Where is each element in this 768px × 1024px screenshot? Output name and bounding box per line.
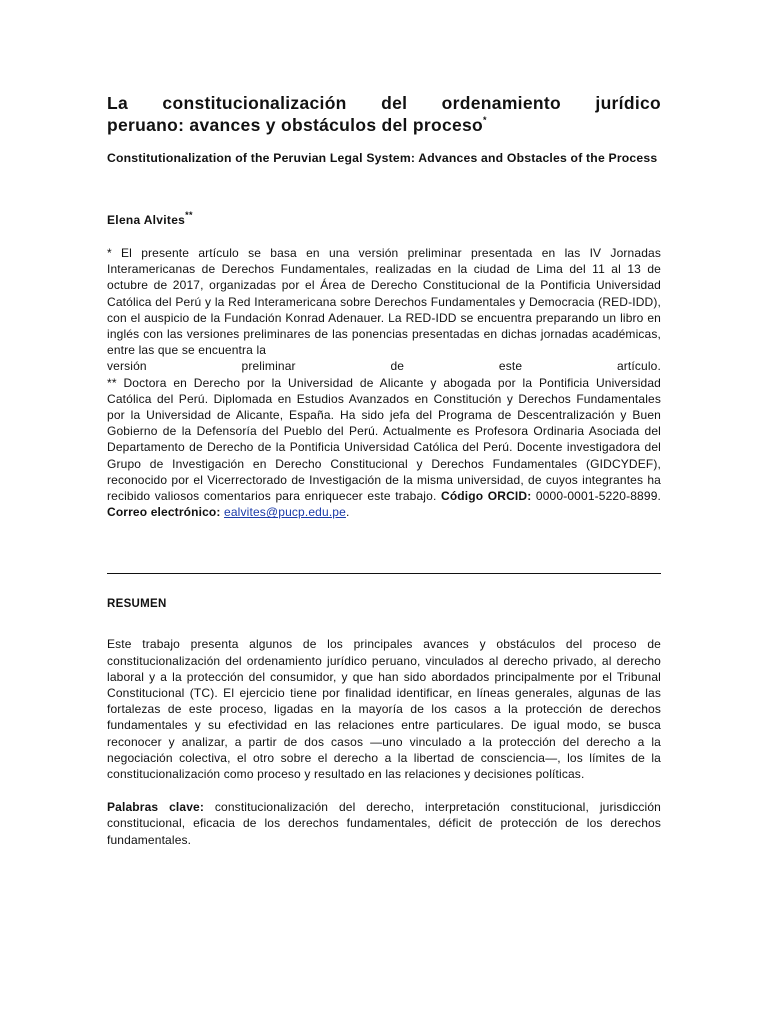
keywords: [107, 799, 661, 848]
keywords-text: constitucionalización del derecho, interpretación constitucional, jurisdicción constitucional, eficacia de los derechos fundamentales, déficit de protección de los derechos fundamentales.: [107, 800, 661, 847]
paper-title: [107, 92, 661, 136]
footnotes: [107, 245, 661, 520]
paper-content: [107, 92, 661, 848]
email-label: Correo electrónico:: [107, 505, 221, 520]
author-line: [107, 210, 661, 228]
footnote-2-text: ** Doctora en Derecho por la Universidad de Alicante y abogada por la Pontificia Universidad Católica del Perú. Diplomada en Estudios Avanzados en Constitución y Derechos Fundamentales por la Universidad de Alicante, España. Ha sido jefa del Programa de Descentralización y Buen Gobierno de la Defensoría del Pueblo del Perú. Actualmente es Profesora Ordinaria Asociada del Departamento de Derecho de la Pontificia Universidad Católica del Perú. Docente investigadora del Grupo de Investigación en Derecho Constitucional y Derechos Fundamentales (GIDCYDEF), reconocido por el Vicerrectorado de Investigación de la misma universidad, de cuyos integrantes ha recibido valiosos comentarios para enriquecer este trabajo.: [107, 375, 661, 504]
footnote-2: [107, 375, 661, 521]
keywords-label: Palabras clave:: [107, 800, 205, 815]
title-footnote-marker: *: [483, 115, 487, 126]
footnote-1-text: * El presente artículo se basa en una versión preliminar presentada en las IV Jornadas Interamericanas de Derechos Fundamentales, realizadas en la ciudad de Lima del 11 al 13 de octubre de 2017, organizadas por el Área de Derecho Constitucional de la Pontificia Universidad Católica del Perú y la Red Interamericana sobre Derechos Fundamentales y Democracia (RED-IDD), con el auspicio de la Fundación Konrad Adenauer. La RED-IDD se encuentra preparando un libro en inglés con las versiones preliminares de las ponencias presentadas en dichas jornadas académicas, entre las que se encuentra la: [107, 246, 661, 358]
email-link[interactable]: ealvites@pucp.edu.pe: [224, 505, 346, 520]
english-subtitle: Constitutionalization of the Peruvian Legal System: Advances and Obstacles of the Process: [107, 151, 658, 165]
title-line-1: La constitucionalización del ordenamiento jurídico: [107, 93, 661, 113]
author-footnote-marker: **: [185, 210, 193, 220]
resumen-text: Este trabajo presenta algunos de los principales avances y obstáculos del proceso de constitucionalización del ordenamiento jurídico peruano, vinculados al derecho privado, al derecho laboral y a la protección del consumidor, y que han sido abordados principalmente por el Tribunal Constitucional (TC). El ejercicio tiene por finalidad identificar, en líneas generales, algunas de las fortalezas de este proceso, ligadas en la mayoría de los casos a la protección de derechos fundamentales y su efectividad en las relaciones entre particulares. De igual modo, se busca reconocer y analizar, a partir de dos casos —uno vinculado a la protección del derecho a la negociación colectiva, el otro sobre el derecho a la libertad de consciencia—, los límites de la constitucionalización como proceso y resultado en las relaciones y decisiones políticas.: [107, 637, 661, 782]
author-name: Elena Alvites: [107, 213, 186, 227]
title-line-2: [107, 114, 661, 136]
email-end: .: [345, 505, 350, 520]
orcid-label: Código ORCID:: [441, 489, 532, 504]
resumen-heading: RESUMEN: [107, 598, 167, 611]
footnote-1: [107, 245, 661, 358]
title-line-2-text: peruano: avances y obstáculos del proceso: [107, 115, 484, 135]
orcid-value: 0000-0001-5220-8899.: [535, 489, 662, 504]
section-divider: [107, 573, 661, 574]
footnote-1-last-line: versión preliminar de este artículo.: [107, 359, 661, 374]
